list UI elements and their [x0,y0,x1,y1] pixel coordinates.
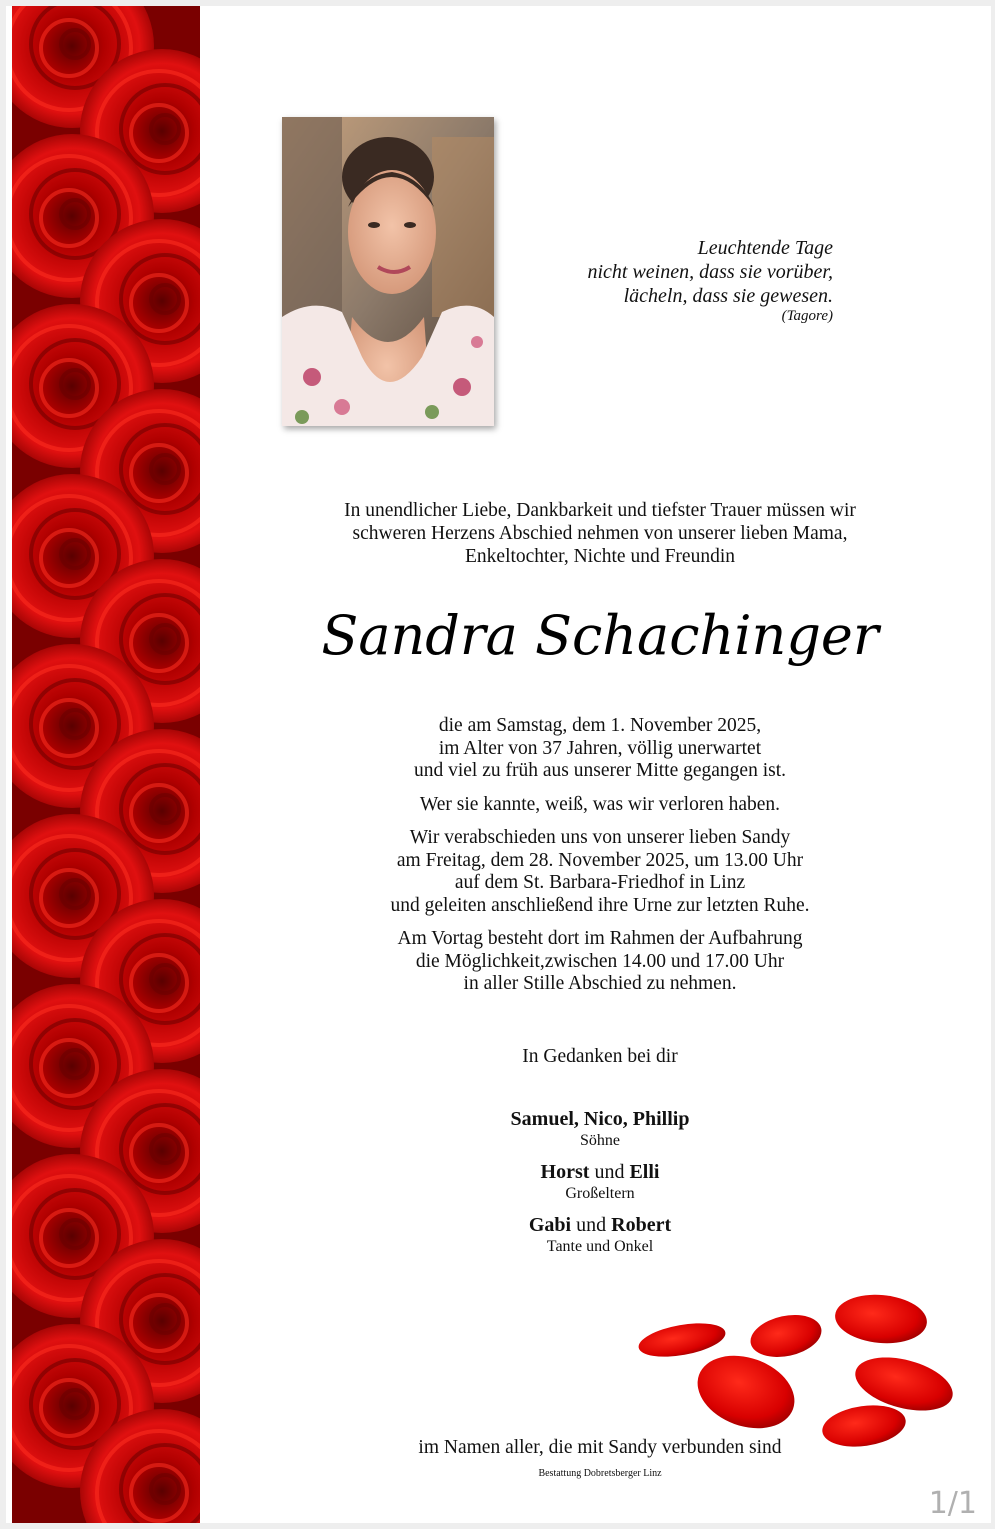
quote-line: nicht weinen, dass sie vorüber, [587,261,833,283]
paragraph-funeral [300,827,900,917]
mourner-relation: Tante und Onkel [546,1238,654,1255]
thoughts-line: In Gedanken bei dir [522,1046,678,1067]
text-line: Wir verabschieden uns von unserer lieben Sandy [409,827,791,848]
undertaker-name: Bestattung Dobretsberger Linz [538,1468,662,1479]
mourner-name: Gabi [528,1214,572,1236]
mourner-joiner: und [571,1214,612,1236]
intro-line: In unendlicher Liebe, Dankbarkeit und tiefster Trauer müssen wir [344,500,856,521]
mourner-relation: Großeltern [565,1185,635,1202]
intro-line: schweren Herzens Abschied nehmen von unserer lieben Mama, [352,523,848,544]
mourner-name: Samuel, Nico, Phillip [510,1108,690,1130]
text-line: am Freitag, dem 28. November 2025, um 13.00 Uhr [396,849,804,871]
text-line: in aller Stille Abschied zu nehmen. [463,973,737,994]
closing-line: im Namen aller, die mit Sandy verbunden sind [418,1437,782,1458]
quote [433,236,833,324]
intro-text [300,499,900,568]
paragraph-viewing [300,928,900,996]
text-line: Wer sie kannte, weiß, was wir verloren haben. [419,793,781,815]
quote-line: Leuchtende Tage [697,237,833,259]
deceased-name [300,596,900,686]
text-line: die Möglichkeit,zwischen 14.00 und 17.00 Uhr [415,950,785,972]
mourner-name: Elli [629,1161,660,1183]
deceased-name-text: Sandra Schachinger [321,604,879,667]
quote-line: lächeln, dass sie gewesen. [623,285,833,307]
mourner-name: Robert [611,1214,672,1236]
mourners-list [300,1107,900,1266]
mourner-group [300,1107,900,1150]
text-line: auf dem St. Barbara-Friedhof in Linz [454,872,746,893]
announcement-text [300,715,900,1007]
text-line: im Alter von 37 Jahren, völlig unerwartet [438,737,762,759]
page-number: 1/1 [928,1486,977,1521]
intro-line: Enkeltochter, Nichte und Freundin [465,546,735,567]
text-line: die am Samstag, dem 1. November 2025, [438,715,762,736]
text-line: und geleiten anschließend ihre Urne zur letzten Ruhe. [390,894,810,916]
paragraph-memory [300,794,900,817]
rose-decoration [12,6,200,1523]
text-line: und viel zu früh aus unserer Mitte gegangen ist. [413,760,787,781]
obituary-page [6,6,991,1523]
quote-author: (Tagore) [781,308,833,324]
paragraph-death [300,715,900,783]
mourner-group [300,1160,900,1203]
mourner-relation: Söhne [580,1132,620,1149]
text-line: Am Vortag besteht dort im Rahmen der Aufbahrung [397,928,803,949]
mourner-joiner: und [589,1161,630,1183]
mourner-name: Horst [540,1161,590,1183]
mourner-group [300,1213,900,1256]
